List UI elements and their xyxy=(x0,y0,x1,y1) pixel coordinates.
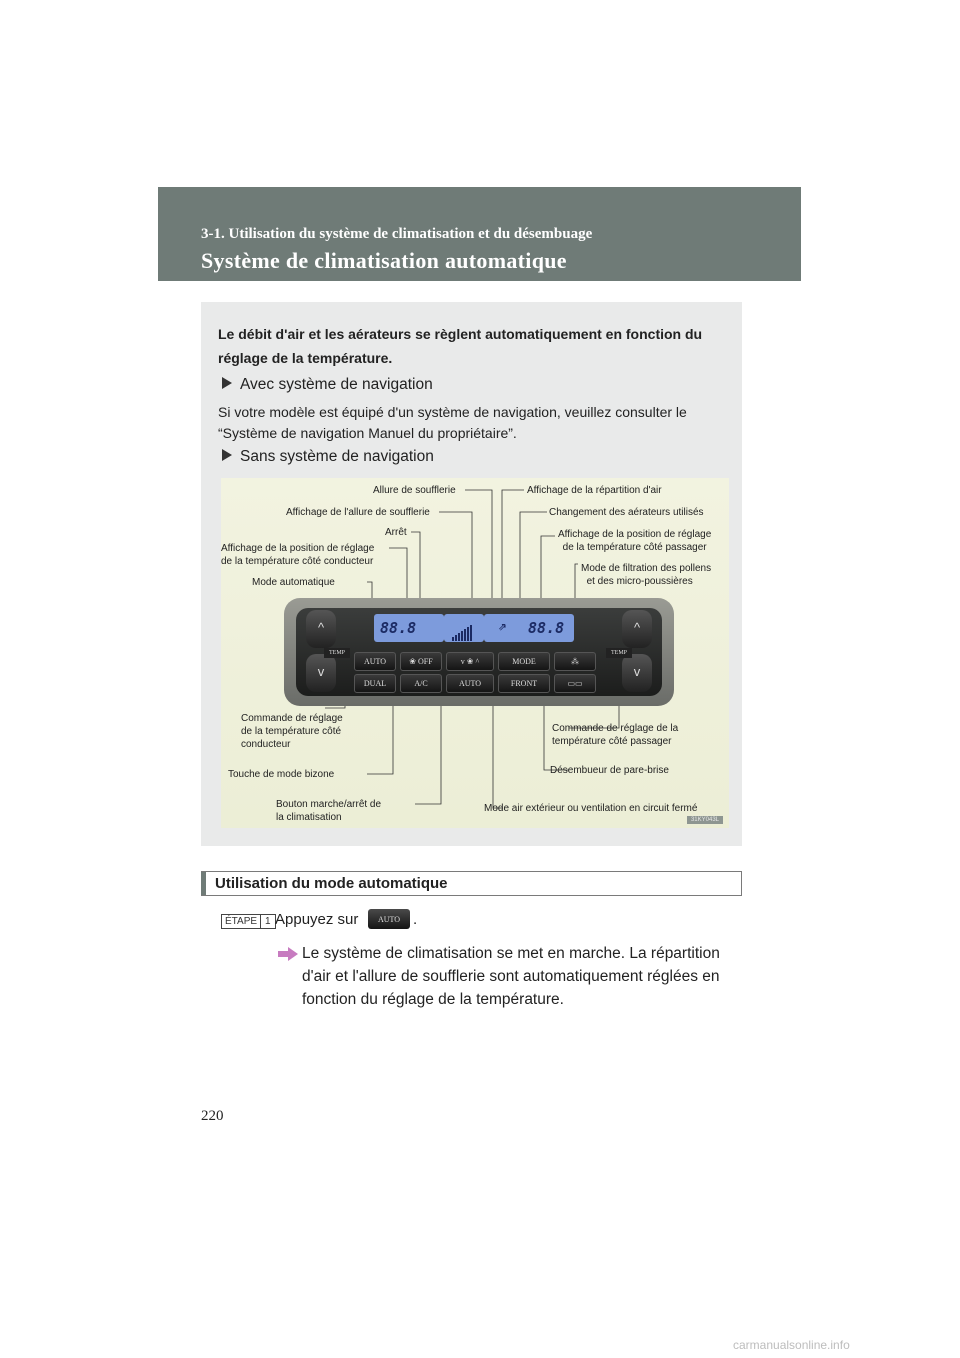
with-nav-heading: Avec système de navigation xyxy=(222,376,433,394)
watermark: carmanualsonline.info xyxy=(733,1338,850,1352)
figure-code: 31KY043L xyxy=(687,816,723,824)
mode-button[interactable]: MODE xyxy=(498,652,550,671)
front-defog-button[interactable]: FRONT xyxy=(498,674,550,693)
filter-button[interactable]: ⁂ xyxy=(554,652,596,671)
dual-button[interactable]: DUAL xyxy=(354,674,396,693)
fan-display xyxy=(444,614,484,642)
label-driver-temp-control: Commande de réglage de la température côté conducteur xyxy=(241,713,343,750)
label-windshield-defogger: Désembueur de pare-brise xyxy=(550,765,669,776)
auto-button-icon: AUTO xyxy=(368,909,410,929)
label-fan-speed: Allure de soufflerie xyxy=(373,485,456,496)
label-passenger-temp-control: Commande de réglage de la température côté passager xyxy=(552,723,679,747)
triangle-icon xyxy=(222,377,232,389)
step-period: . xyxy=(413,911,418,928)
page-title: Système de climatisation automatique xyxy=(201,248,567,273)
with-nav-text: Si votre modèle est équipé d'un système de navigation, veuillez consulter le “Système de navigation Manuel du propriétaire”. xyxy=(218,404,687,441)
intro-text: Le débit d'air et les aérateurs se règlent automatiquement en fonction du réglage de la température. xyxy=(218,326,703,366)
label-air-distribution-display: Affichage de la répartition d'air xyxy=(527,485,662,496)
step-badge: ÉTAPE 1 xyxy=(221,914,276,929)
label-off: Arrêt xyxy=(385,527,407,538)
chapter-header xyxy=(158,187,801,281)
ac-button[interactable]: A/C xyxy=(400,674,442,693)
temp-label-right: TEMP xyxy=(606,648,632,658)
temp-up-right[interactable]: ^ xyxy=(622,610,652,648)
label-pollen-filter: Mode de filtration des pollens et des micro-poussières xyxy=(581,563,712,587)
info-box xyxy=(201,302,742,846)
airflow-icon: ⇗ xyxy=(498,618,507,634)
result-arrow-icon xyxy=(278,947,298,961)
label-auto-mode: Mode automatique xyxy=(252,577,335,588)
fan-speed-button[interactable]: v ❀ ^ xyxy=(446,652,494,671)
step-result: Le système de climatisation se met en marche. La répartition d'air et l'allure de soufflerie sont automatiquement réglées en fonction du réglage de la température. xyxy=(302,945,720,1008)
label-ac-button: Bouton marche/arrêt de la climatisation xyxy=(276,799,382,823)
label-passenger-temp-display: Affichage de la position de réglage de la température côté passager xyxy=(558,529,712,553)
label-vent-change: Changement des aérateurs utilisés xyxy=(549,507,704,518)
label-air-intake-mode: Mode air extérieur ou ventilation en circuit fermé xyxy=(484,803,698,814)
air-intake-button[interactable]: AUTO xyxy=(446,674,494,693)
label-driver-temp-display: Affichage de la position de réglage de la température côté conducteur xyxy=(221,543,375,567)
auto-button[interactable]: AUTO xyxy=(354,652,396,671)
rear-defog-button[interactable]: ▭▭ xyxy=(554,674,596,693)
temp-down-right[interactable]: v xyxy=(622,654,652,692)
temp-down-left[interactable]: v xyxy=(306,654,336,692)
label-dual-mode: Touche de mode bizone xyxy=(228,769,335,780)
page-number: 220 xyxy=(201,1108,224,1124)
label-fan-speed-display: Affichage de l'allure de soufflerie xyxy=(286,507,430,518)
without-nav-heading: Sans système de navigation xyxy=(222,448,434,466)
section-title: 3-1. Utilisation du système de climatisation et du désembuage xyxy=(201,226,593,242)
lcd-right: ⇗ 88.8 xyxy=(484,614,574,642)
lcd-left: 88.8 xyxy=(374,614,444,642)
temp-up-left[interactable]: ^ xyxy=(306,610,336,648)
section-heading: Utilisation du mode automatique xyxy=(201,871,742,896)
off-button[interactable]: ❀ OFF xyxy=(400,652,442,671)
temp-label-left: TEMP xyxy=(324,648,350,658)
triangle-icon xyxy=(222,449,232,461)
step-instruction: Appuyez sur xyxy=(275,911,359,928)
climate-panel-figure xyxy=(221,478,729,828)
fan-speed-bars xyxy=(452,623,473,641)
climate-control-panel xyxy=(284,598,674,706)
